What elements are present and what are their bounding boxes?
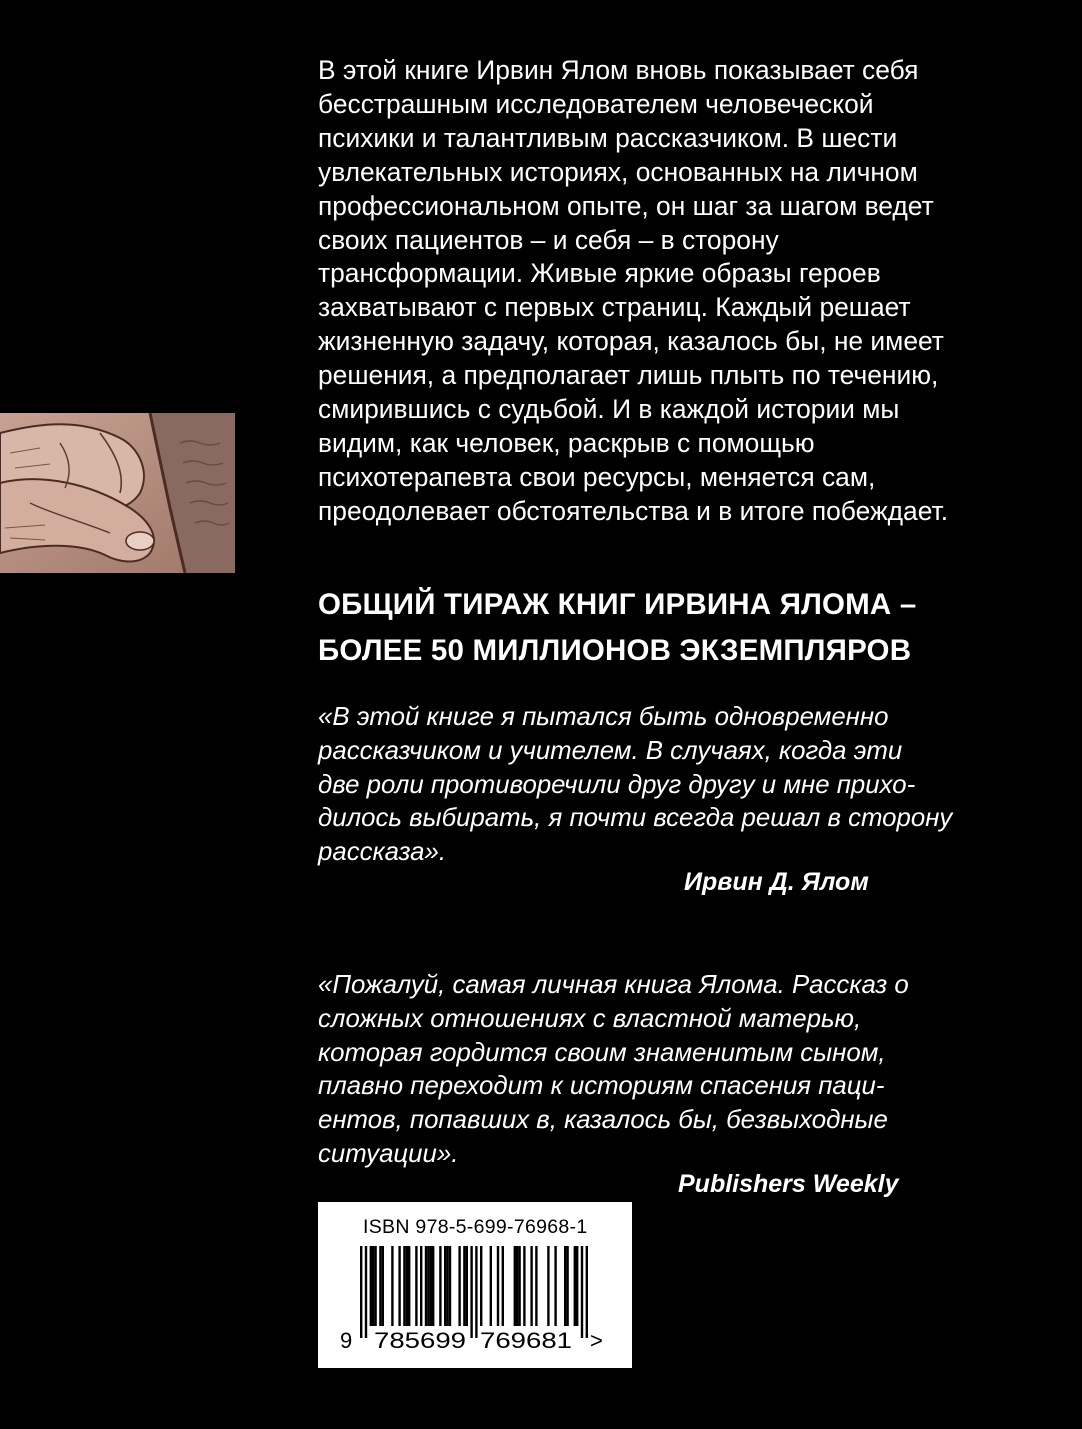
barcode-bar bbox=[406, 1246, 408, 1326]
barcode-bar bbox=[586, 1246, 588, 1338]
barcode-bar bbox=[408, 1246, 410, 1326]
barcode-bar bbox=[427, 1246, 429, 1326]
barcode-bar bbox=[398, 1246, 400, 1326]
barcode-bar bbox=[370, 1246, 372, 1326]
barcode-bar bbox=[374, 1246, 376, 1326]
barcode-bar bbox=[372, 1246, 374, 1326]
barcode-bar bbox=[415, 1246, 417, 1326]
barcode-bar bbox=[547, 1246, 549, 1326]
barcode-bar bbox=[523, 1246, 525, 1326]
barcode-first-digit: 9 bbox=[340, 1328, 353, 1351]
barcode-bar bbox=[566, 1246, 568, 1326]
barcode-bar bbox=[458, 1246, 460, 1326]
barcode-end-mark: > bbox=[590, 1328, 603, 1351]
barcode-bar bbox=[516, 1246, 518, 1326]
barcode-box bbox=[318, 1202, 632, 1368]
review-attribution: Publishers Weekly bbox=[678, 1170, 899, 1198]
barcode-bar bbox=[403, 1246, 405, 1326]
barcode-bar bbox=[391, 1246, 393, 1326]
barcode-bar bbox=[365, 1246, 367, 1338]
barcode-bar bbox=[497, 1246, 499, 1326]
barcode-bar bbox=[490, 1246, 492, 1326]
barcode-bar bbox=[530, 1246, 532, 1326]
barcode-bar bbox=[463, 1246, 465, 1326]
barcode-bar bbox=[574, 1246, 576, 1326]
barcode-bar bbox=[382, 1246, 384, 1326]
barcode-bar bbox=[425, 1246, 427, 1326]
barcode-bar bbox=[439, 1246, 441, 1326]
barcode-bar bbox=[379, 1246, 381, 1326]
barcode-right-group: 769681 bbox=[480, 1328, 572, 1351]
author-quote: «В этой книге я пытался быть одновременно рассказчиком и учителем. В случаях, когда эти две роли противоречили друг другу и мне прихо- дилось выбирать, я почти всегда решал в сторону рассказа». bbox=[318, 703, 953, 867]
blurb-text: В этой книге Ирвин Ялом вновь показывает себя бесстрашным исследователем человеческой психики и талантливым рассказчиком. В шести увлекательных историях, основанных на личном профессиональном опыте, он шаг за шагом ведет своих пациентов – и себя – в сторону трансформации. Живые яркие образы героев захватывают с первых страниц. Каждый решает жизненную задачу, которая, казалось бы, не имеет решения, а предполагает лишь плыть по течению, смирившись с судьбой. И в каждой истории мы видим, как человек, раскрыв с помощью психотерапевта свои ресурсы, меняется сам, преодолевает обстоятельства и в итоге побеждает. bbox=[318, 55, 949, 526]
author-attribution: Ирвин Д. Ялом bbox=[684, 868, 869, 896]
barcode-bar bbox=[360, 1246, 362, 1338]
circulation-headline: ОБЩИЙ ТИРАЖ КНИГ ИРВИНА ЯЛОМА – БОЛЕЕ 50 МИЛЛИОНОВ ЭКЗЕМПЛЯРОВ bbox=[318, 588, 917, 667]
barcode-bar bbox=[554, 1246, 556, 1326]
barcode-bar bbox=[475, 1246, 477, 1338]
barcode-bar bbox=[432, 1246, 434, 1326]
barcode-bar bbox=[446, 1246, 448, 1326]
barcode-left-group: 785699 bbox=[374, 1328, 466, 1351]
barcode-bar bbox=[444, 1246, 446, 1326]
hand-image bbox=[0, 413, 235, 573]
barcode-bar bbox=[581, 1246, 583, 1338]
barcode-bar bbox=[535, 1246, 537, 1326]
barcode-bar bbox=[480, 1246, 482, 1326]
barcode-bar bbox=[576, 1246, 578, 1326]
barcode-bar bbox=[449, 1246, 451, 1326]
barcode bbox=[340, 1246, 610, 1351]
barcode-bar bbox=[502, 1246, 504, 1326]
barcode-bar bbox=[514, 1246, 516, 1326]
isbn-label: ISBN 978-5-699-76968-1 bbox=[363, 1216, 588, 1238]
hand-illustration bbox=[0, 413, 235, 573]
barcode-bar bbox=[470, 1246, 472, 1338]
barcode-bar bbox=[430, 1246, 432, 1326]
review-quote: «Пожалуй, самая личная книга Ялома. Рассказ о сложных отношениях с властной матерью, которая гордится своим знаменитым сыном, плавно переходит к историям спасения паци- ентов, попавших в, казалось бы, безвыходные ситуации». bbox=[318, 971, 909, 1168]
barcode-bar bbox=[564, 1246, 566, 1326]
barcode-bars bbox=[360, 1246, 588, 1338]
barcode-bar bbox=[420, 1246, 422, 1326]
barcode-bar bbox=[466, 1246, 468, 1326]
barcode-bar bbox=[518, 1246, 520, 1326]
